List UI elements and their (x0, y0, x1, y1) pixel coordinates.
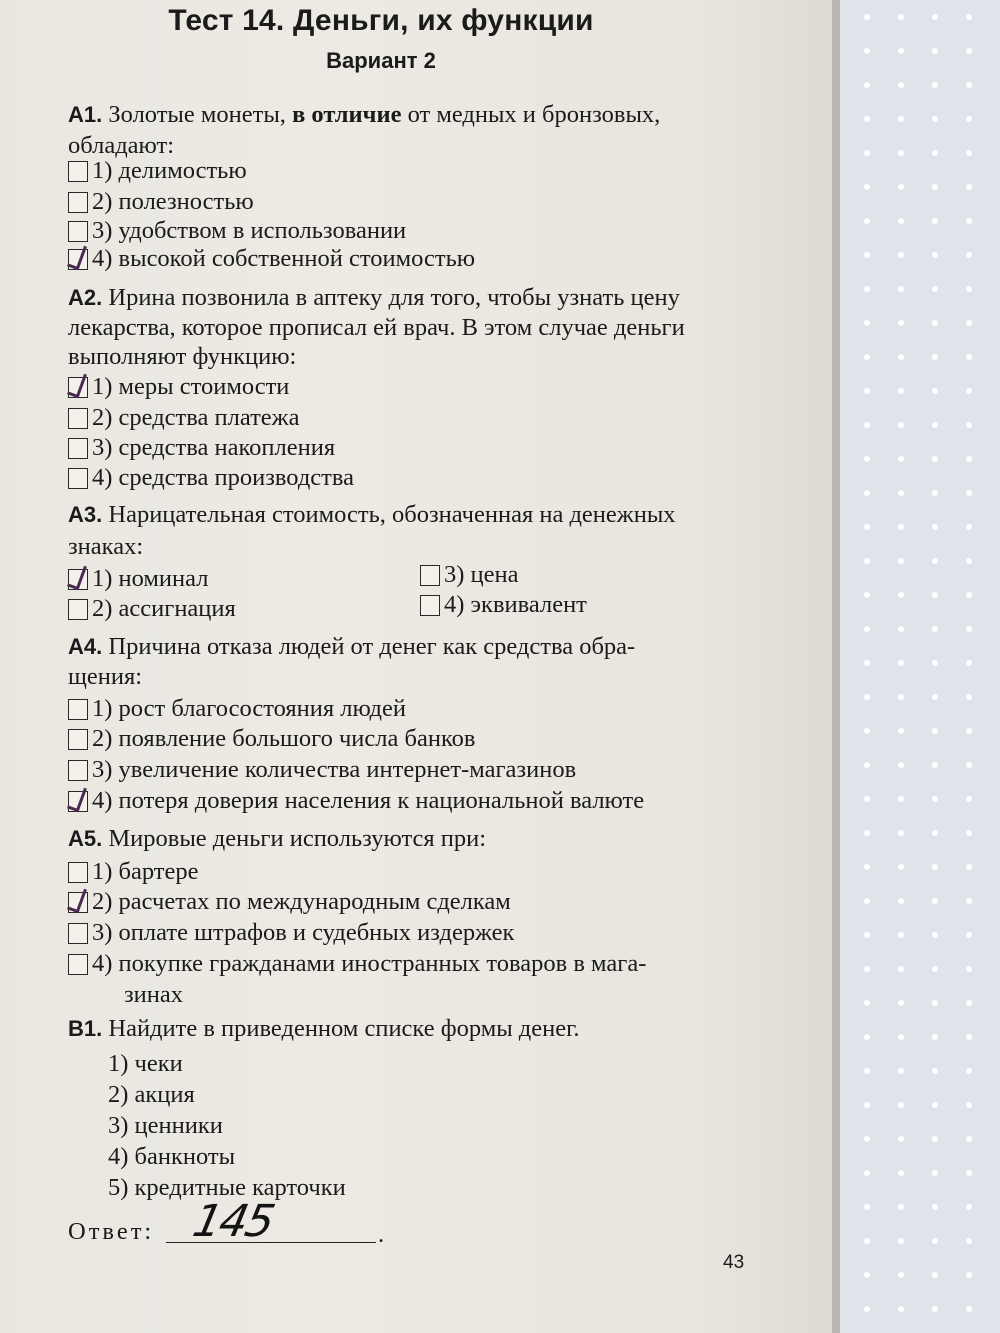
checkbox[interactable] (68, 923, 88, 944)
a3-option-4[interactable]: 4) эквивалент (420, 590, 587, 620)
a4-option-2[interactable]: 2) появление большого числа банков (68, 724, 475, 754)
a1-option-4[interactable]: 4) высокой собственной стоимостью (68, 244, 475, 274)
answer-end-period: . (378, 1221, 385, 1248)
a1-text-post: от медных и бронзовых, (407, 101, 661, 128)
a4-question-line1: А4. Причина отказа людей от денег как средства обра- (68, 633, 636, 660)
a5-option-4-continuation: зинах (124, 981, 184, 1008)
a5-option-3[interactable]: 3) оплате штрафов и судебных издержек (68, 918, 514, 948)
a3-option-3[interactable]: 3) цена (420, 560, 519, 590)
a2-number: А2. (68, 285, 103, 310)
b1-item-2: 2) акция (108, 1081, 195, 1108)
a5-option-4[interactable]: 4) покупке гражданами иностранных товаров в мага- (68, 949, 646, 979)
a4-option-1[interactable]: 1) рост благосостояния людей (68, 694, 406, 724)
a1-text-bold: в отличие (292, 101, 402, 128)
checkbox[interactable] (68, 192, 88, 213)
a2-question-line1: А2. Ирина позвонила в аптеку для того, чтобы узнать цену (68, 284, 680, 311)
answer-handwritten-value: 145 (188, 1196, 278, 1247)
a5-number: А5. (68, 826, 103, 851)
test-title: Тест 14. Деньги, их функции (168, 4, 594, 37)
checkbox[interactable] (68, 468, 88, 489)
a3-question-line1: А3. Нарицательная стоимость, обозначенная на денежных (68, 501, 676, 528)
a2-question-line3: выполняют функцию: (68, 343, 297, 370)
checkbox[interactable] (68, 161, 88, 182)
b1-item-3: 3) ценники (108, 1112, 223, 1139)
a5-option-1[interactable]: 1) бартере (68, 857, 199, 887)
checkbox-checked[interactable] (68, 377, 88, 398)
checkbox[interactable] (420, 595, 440, 616)
checkbox[interactable] (68, 408, 88, 429)
checkbox-checked[interactable] (68, 569, 88, 590)
a1-text-pre: Золотые монеты, (108, 101, 286, 128)
a2-option-3[interactable]: 3) средства накопления (68, 433, 335, 463)
checkbox[interactable] (68, 221, 88, 242)
a5-option-2[interactable]: 2) расчетах по международным сделкам (68, 887, 511, 917)
b1-item-4: 4) банкноты (108, 1143, 236, 1170)
checkbox[interactable] (68, 760, 88, 781)
checkbox-checked[interactable] (68, 249, 88, 270)
b1-question-line1: В1. Найдите в приведенном списке формы денег. (68, 1015, 580, 1042)
checkbox-checked[interactable] (68, 791, 88, 812)
a1-question-line1 (68, 100, 660, 130)
a1-number: А1. (68, 102, 103, 127)
a3-option-1[interactable]: 1) номинал (68, 564, 208, 594)
a1-option-3[interactable]: 3) удобством в использовании (68, 216, 406, 246)
a2-question-line2: лекарства, которое прописал ей врач. В этом случае деньги (68, 314, 685, 341)
a2-option-4[interactable]: 4) средства производства (68, 463, 354, 493)
checkbox-checked[interactable] (68, 892, 88, 913)
checkbox[interactable] (68, 954, 88, 975)
a5-question-line1: А5. Мировые деньги используются при: (68, 825, 487, 852)
a3-option-2[interactable]: 2) ассигнация (68, 594, 236, 624)
b1-item-1: 1) чеки (108, 1050, 183, 1077)
variant-title: Вариант 2 (326, 48, 436, 73)
checkbox[interactable] (68, 699, 88, 720)
a2-option-2[interactable]: 2) средства платежа (68, 403, 299, 433)
checkbox[interactable] (420, 565, 440, 586)
a3-question-line2: знаках: (68, 533, 144, 560)
a3-number: А3. (68, 502, 103, 527)
checkbox[interactable] (68, 862, 88, 883)
a4-option-4[interactable]: 4) потеря доверия населения к национальной валюте (68, 786, 644, 816)
a1-option-1[interactable]: 1) делимостью (68, 156, 247, 186)
a1-question-line2: обладают: (68, 132, 175, 159)
a2-option-1[interactable]: 1) меры стоимости (68, 372, 289, 402)
a4-option-3[interactable]: 3) увеличение количества интернет-магазинов (68, 755, 576, 785)
checkbox[interactable] (68, 599, 88, 620)
a1-option-2[interactable]: 2) полезностью (68, 187, 254, 217)
answer-label: Ответ: (68, 1218, 155, 1245)
b1-number: В1. (68, 1016, 103, 1041)
checkbox[interactable] (68, 729, 88, 750)
checkbox[interactable] (68, 438, 88, 459)
page-number: 43 (723, 1252, 745, 1273)
a4-number: А4. (68, 634, 103, 659)
a4-question-line2: щения: (68, 663, 143, 690)
b1-item-5: 5) кредитные карточки (108, 1174, 346, 1201)
